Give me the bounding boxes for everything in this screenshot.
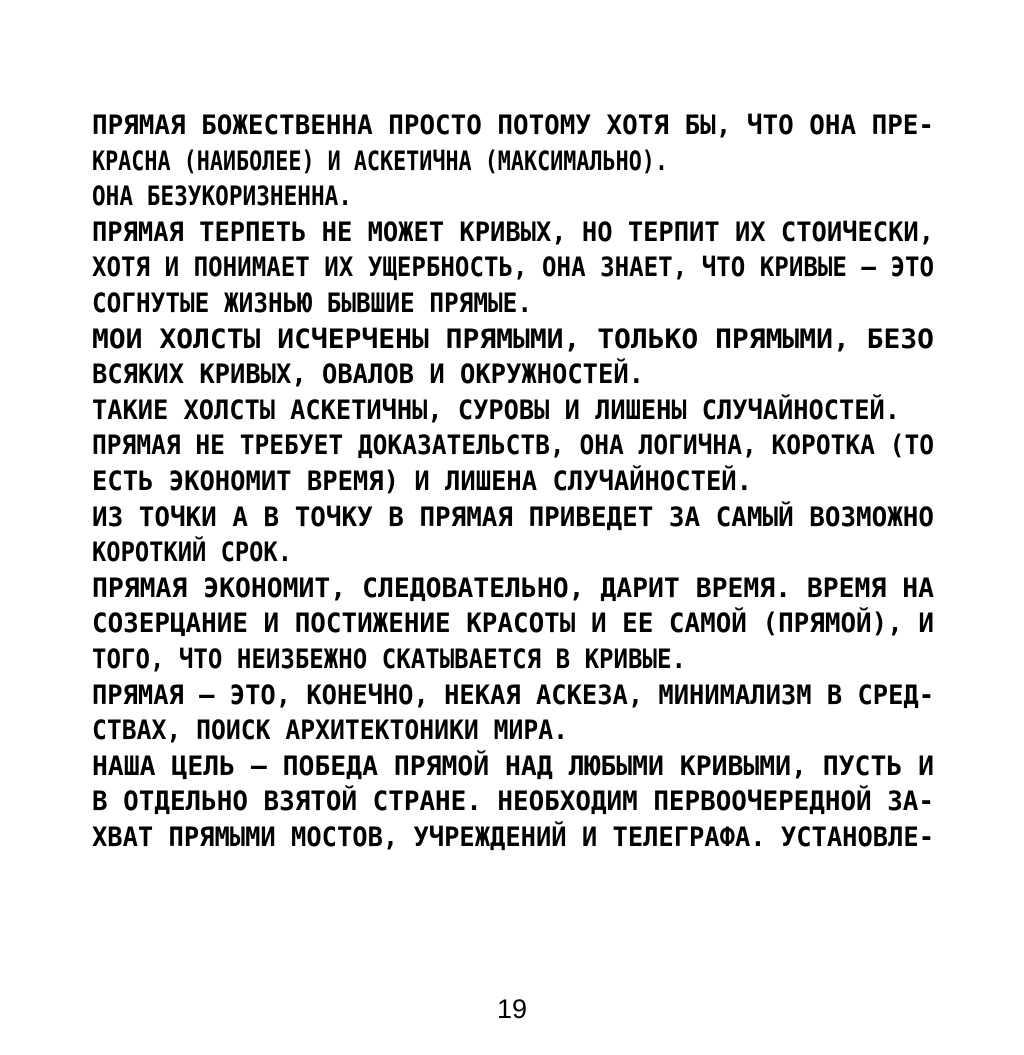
text-line: ТОГО, ЧТО НЕИЗБЕЖНО СКАТЫВАЕТСЯ В КРИВЫЕ.	[92, 643, 686, 675]
text-line: ВСЯКИХ КРИВЫХ, ОВАЛОВ И ОКРУЖНОСТЕЙ.	[92, 359, 644, 391]
text-line: ТАКИЕ ХОЛСТЫ АСКЕТИЧНЫ, СУРОВЫ И ЛИШЕНЫ СЛУЧАЙНОСТЕЙ.	[92, 394, 900, 426]
text-line: В ОТДЕЛЬНО ВЗЯТОЙ СТРАНЕ. НЕОБХОДИМ ПЕРВООЧЕРЕДНОЙ ЗА-	[92, 786, 934, 818]
page-number: 19	[496, 994, 528, 1024]
text-line: МОИ ХОЛСТЫ ИСЧЕРЧЕНЫ ПРЯМЫМИ, ТОЛЬКО ПРЯМЫМИ, БЕЗО	[92, 323, 934, 355]
text-line: СОГНУТЫЕ ЖИЗНЬЮ БЫВШИЕ ПРЯМЫЕ.	[92, 287, 532, 319]
text-line: ПРЯМАЯ ЭКОНОМИТ, СЛЕДОВАТЕЛЬНО, ДАРИТ ВРЕМЯ. ВРЕМЯ НА	[92, 572, 934, 604]
text-line: КОРОТКИЙ СРОК.	[92, 537, 292, 569]
text-line: ИЗ ТОЧКИ А В ТОЧКУ В ПРЯМАЯ ПРИВЕДЕТ ЗА САМЫЙ ВОЗМОЖНО	[92, 501, 934, 533]
text-line: СОЗЕРЦАНИЕ И ПОСТИЖЕНИЕ КРАСОТЫ И ЕЕ САМОЙ (ПРЯМОЙ), И	[92, 608, 934, 640]
text-line: ПРЯМАЯ ТЕРПЕТЬ НЕ МОЖЕТ КРИВЫХ, НО ТЕРПИТ ИХ СТОИЧЕСКИ,	[92, 216, 934, 248]
text-line: ХОТЯ И ПОНИМАЕТ ИХ УЩЕРБНОСТЬ, ОНА ЗНАЕТ, ЧТО КРИВЫЕ — ЭТО	[92, 252, 934, 284]
text-line: ПРЯМАЯ — ЭТО, КОНЕЧНО, НЕКАЯ АСКЕЗА, МИНИМАЛИЗМ В СРЕД-	[92, 679, 934, 711]
text-line: ХВАТ ПРЯМЫМИ МОСТОВ, УЧРЕЖДЕНИЙ И ТЕЛЕГРАФА. УСТАНОВЛЕ-	[92, 821, 934, 853]
text-line: ОНА БЕЗУКОРИЗНЕННА.	[92, 181, 352, 213]
text-line: ПРЯМАЯ БОЖЕСТВЕННА ПРОСТО ПОТОМУ ХОТЯ БЫ, ЧТО ОНА ПРЕ-	[92, 110, 934, 141]
body-text	[92, 108, 934, 855]
text-line: ПРЯМАЯ НЕ ТРЕБУЕТ ДОКАЗАТЕЛЬСТВ, ОНА ЛОГИЧНА, КОРОТКА (ТО	[92, 430, 934, 462]
text-line: СТВАХ, ПОИСК АРХИТЕКТОНИКИ МИРА.	[92, 715, 568, 747]
text-line: НАША ЦЕЛЬ — ПОБЕДА ПРЯМОЙ НАД ЛЮБЫМИ КРИВЫМИ, ПУСТЬ И	[92, 750, 934, 782]
text-line: ЕСТЬ ЭКОНОМИТ ВРЕМЯ) И ЛИШЕНА СЛУЧАЙНОСТЕЙ.	[92, 465, 752, 497]
text-line: КРАСНА (НАИБОЛЕЕ) И АСКЕТИЧНА (МАКСИМАЛЬНО).	[92, 145, 668, 177]
